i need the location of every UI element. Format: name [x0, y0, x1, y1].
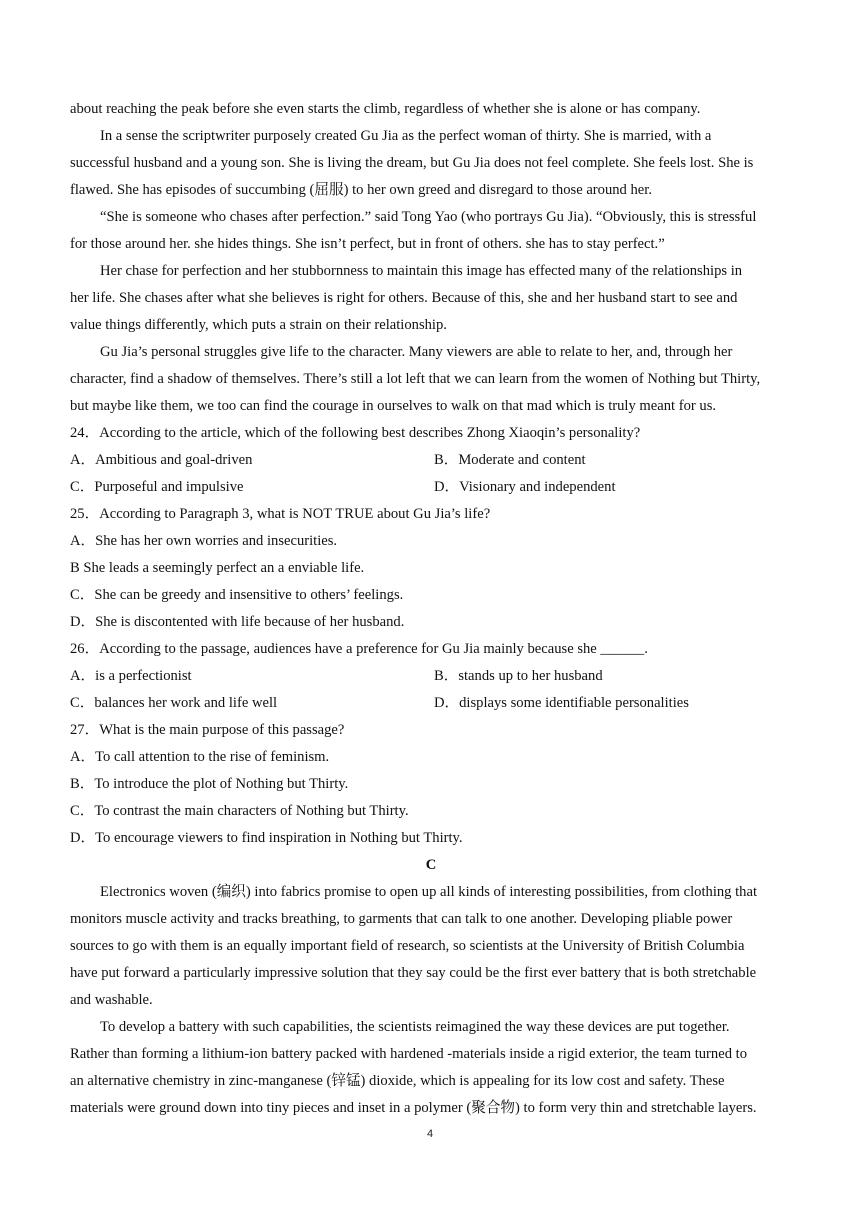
passage-c-paragraph-1 [70, 879, 792, 1014]
text-line: In a sense the scriptwriter purposely created Gu Jia as the perfect woman of thirty. She is married, with a [100, 128, 712, 144]
text-line: have put forward a particularly impressive solution that they say could be the first ever battery that is both stretchable [70, 965, 757, 981]
option-a[interactable]: A．is a perfectionist [70, 668, 192, 684]
option-b[interactable]: B．stands up to her husband [434, 668, 603, 684]
question-stem: 25．According to Paragraph 3, what is NOT TRUE about Gu Jia’s life? [70, 506, 491, 522]
passage-c-paragraph-2 [70, 1014, 792, 1122]
text-line: successful husband and a young son. She is living the dream, but Gu Jia does not feel complete. She feels lost. She is [70, 155, 754, 171]
question-24 [70, 420, 792, 501]
option-a[interactable]: A．To call attention to the rise of feminism. [70, 749, 330, 765]
text-line: an alternative chemistry in zinc-manganese (锌锰) dioxide, which is appealing for its low cost and safety. These [70, 1073, 725, 1089]
question-stem: 27．What is the main purpose of this passage? [70, 722, 345, 738]
page-number: 4 [426, 1128, 434, 1140]
question-27 [70, 717, 792, 852]
text-line: and washable. [70, 992, 153, 1008]
text-line: for those around her. she hides things. She isn’t perfect, but in front of others. she has to stay perfect.” [70, 236, 665, 252]
passage-b-paragraph-2-tail: about reaching the peak before she even starts the climb, regardless of whether she is alone or has company. [70, 101, 701, 117]
option-b[interactable]: B．To introduce the plot of Nothing but Thirty. [70, 776, 349, 792]
question-26 [70, 636, 792, 717]
text-line: Gu Jia’s personal struggles give life to the character. Many viewers are able to relate to her, and, through her [100, 344, 733, 360]
text-line: Rather than forming a lithium-ion battery packed with hardened -materials inside a rigid exterior, the team turned to [70, 1046, 747, 1062]
option-d[interactable]: D．She is discontented with life because of her husband. [70, 614, 405, 630]
option-c[interactable]: C．Purposeful and impulsive [70, 479, 244, 495]
text-line: materials were ground down into tiny pieces and inset in a polymer (聚合物) to form very thin and stretchable layers. [70, 1100, 757, 1116]
option-b[interactable]: B She leads a seemingly perfect an a enviable life. [70, 560, 365, 576]
question-25 [70, 501, 792, 636]
text-line: Electronics woven (编织) into fabrics promise to open up all kinds of interesting possibilities, from clothing that [100, 884, 758, 900]
passage-b-paragraph-5 [70, 258, 792, 339]
option-c[interactable]: C．balances her work and life well [70, 695, 278, 711]
text-line: but maybe like them, we too can find the courage in ourselves to walk on that mad which is truly meant for us. [70, 398, 717, 414]
text-line: flawed. She has episodes of succumbing (屈服) to her own greed and disregard to those around her. [70, 182, 652, 198]
option-b[interactable]: B．Moderate and content [434, 452, 586, 468]
options-row [70, 663, 792, 690]
option-d[interactable]: D．displays some identifiable personalities [434, 695, 689, 711]
text-line: her life. She chases after what she believes is right for others. Because of this, she and her husband start to see and [70, 290, 738, 306]
option-a[interactable]: A．Ambitious and goal-driven [70, 452, 253, 468]
options-row [70, 447, 792, 474]
text-line: “She is someone who chases after perfection.” said Tong Yao (who portrays Gu Jia). “Obviously, this is stressful [100, 209, 757, 225]
text-line: sources to go with them is an equally important field of research, so scientists at the University of British Columbia [70, 938, 745, 954]
option-c[interactable]: C．She can be greedy and insensitive to others’ feelings. [70, 587, 404, 603]
text-line: character, find a shadow of themselves. There’s still a lot left that we can learn from the women of Nothing but Thirty, [70, 371, 761, 387]
text-line: Her chase for perfection and her stubbornness to maintain this image has effected many of the relationships in [100, 263, 743, 279]
passage-b-paragraph-6 [70, 339, 792, 420]
question-stem: 24．According to the article, which of the following best describes Zhong Xiaoqin’s personality? [70, 425, 641, 441]
option-d[interactable]: D．To encourage viewers to find inspiration in Nothing but Thirty. [70, 830, 463, 846]
options-row [70, 690, 792, 717]
page-content [70, 96, 792, 1122]
question-stem: 26．According to the passage, audiences have a preference for Gu Jia mainly because she ______. [70, 641, 648, 657]
option-c[interactable]: C．To contrast the main characters of Nothing but Thirty. [70, 803, 409, 819]
passage-b-paragraph-4 [70, 204, 792, 258]
section-title-c: C [425, 857, 437, 873]
option-d[interactable]: D．Visionary and independent [434, 479, 616, 495]
options-row [70, 474, 792, 501]
option-a[interactable]: A．She has her own worries and insecurities. [70, 533, 338, 549]
text-line: To develop a battery with such capabilities, the scientists reimagined the way these devices are put together. [100, 1019, 730, 1035]
text-line: value things differently, which puts a strain on their relationship. [70, 317, 447, 333]
text-line: monitors muscle activity and tracks breathing, to garments that can talk to one another. Developing pliable power [70, 911, 733, 927]
passage-b-paragraph-3 [70, 123, 792, 204]
